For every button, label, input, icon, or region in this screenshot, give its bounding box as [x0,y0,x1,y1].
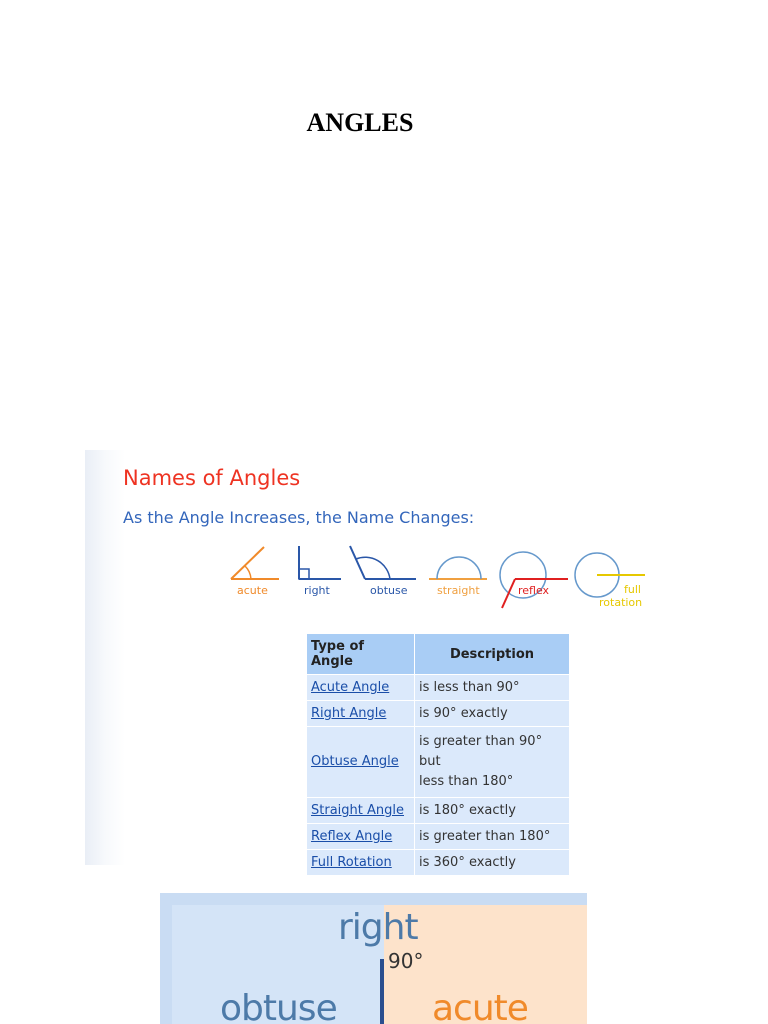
reflex-angle-icon [500,552,568,608]
full-rotation-icon [575,553,645,609]
angle-types-table [306,633,570,876]
header-description: Description [415,634,569,674]
right-label: right [304,584,330,597]
description-cell: is greater than 180° [415,824,569,849]
description-cell: is 180° exactly [415,798,569,823]
vertical-ray-line [380,959,384,1024]
obtuse-region-label: obtuse [220,988,337,1024]
table-row [307,727,569,797]
ninety-degree-label: 90° [388,949,424,973]
header-type: Type of Angle [307,634,414,674]
obtuse-label: obtuse [370,584,408,597]
acute-region-label: acute [432,988,528,1024]
acute-angle-link[interactable]: Acute Angle [311,680,390,695]
reflex-label: reflex [518,584,550,597]
full-label: full [624,583,641,596]
acute-label: acute [237,584,268,597]
table-row [307,701,569,726]
type-cell [307,850,414,875]
obtuse-angle-icon [350,546,416,597]
type-cell [307,824,414,849]
straight-label: straight [437,584,480,597]
angle-regions-figure [160,893,587,1024]
right-angle-icon [299,546,341,597]
straight-angle-icon [429,557,487,597]
type-cell [307,701,414,726]
acute-angle-icon [231,547,279,597]
panel-heading: Names of Angles [123,466,301,490]
right-region-label: right [338,907,418,948]
angle-types-illustration [225,542,665,612]
description-cell: is less than 90° [415,675,569,700]
table-header-row [307,634,569,674]
angle-icons-svg [225,542,665,612]
description-cell: is 360° exactly [415,850,569,875]
description-line-2: less than 180° [419,774,514,789]
page-title: ANGLES [306,108,414,137]
table-row [307,850,569,875]
type-cell [307,727,414,797]
description-line-1: is greater than 90° but [419,734,543,769]
table-row [307,675,569,700]
table-row [307,798,569,823]
type-cell [307,675,414,700]
straight-angle-link[interactable]: Straight Angle [311,803,404,818]
full-rotation-link[interactable]: Full Rotation [311,855,392,870]
description-cell [415,727,569,797]
panel-subheading: As the Angle Increases, the Name Changes: [123,508,475,527]
obtuse-angle-link[interactable]: Obtuse Angle [311,754,399,769]
table-row [307,824,569,849]
reflex-angle-link[interactable]: Reflex Angle [311,829,393,844]
right-angle-link[interactable]: Right Angle [311,706,387,721]
type-cell [307,798,414,823]
description-cell: is 90° exactly [415,701,569,726]
names-of-angles-panel [85,450,690,870]
rotation-label: rotation [599,596,643,609]
